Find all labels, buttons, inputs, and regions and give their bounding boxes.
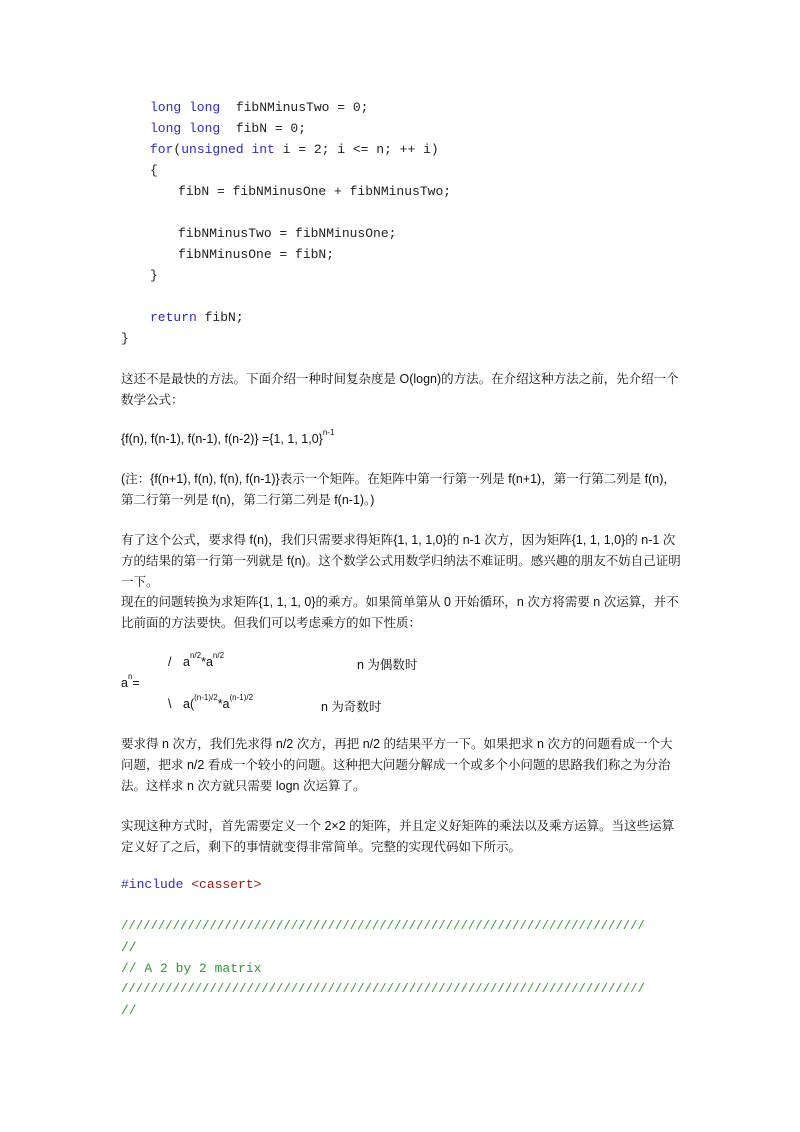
- comment-slashes: //: [121, 940, 137, 955]
- formula-exponent: n: [127, 672, 133, 681]
- formula-text: a: [183, 655, 190, 669]
- piecewise-brace-top: /: [168, 655, 172, 669]
- formula-exponent: n/2: [189, 651, 202, 660]
- code-line: [150, 310, 244, 325]
- formula-text: a: [121, 676, 128, 690]
- keyword: return: [150, 310, 197, 325]
- piecewise-lhs: [121, 672, 140, 690]
- preprocessor-keyword: #include: [121, 877, 184, 892]
- paragraph: 现在的问题转换为求矩阵{1, 1, 1, 0}的乘方。如果简单第从 0 开始循环，n 次方将需要 n 次运算，并不比前面的方法要快。但我们可以考虑乘方的如下性质：: [121, 595, 679, 630]
- paragraph: 有了这个公式，要求得 f(n)，我们只需要求得矩阵{1, 1, 1,0}的 n-1 次方，因为矩阵{1, 1, 1,0}的 n-1 次方的结果的第一行第一列就是 f(n)。这个数学公式用数学归纳法不难证明。感兴趣的朋友不妨自己证明一下。: [121, 533, 681, 589]
- piecewise-condition-even: n 为偶数时: [357, 658, 418, 672]
- code-line: [150, 121, 306, 136]
- formula-exponent: n/2: [212, 651, 225, 660]
- piecewise-brace-bottom: \: [168, 697, 172, 711]
- formula-exponent: (n-1)/2: [194, 693, 218, 702]
- keyword: long long: [150, 121, 221, 136]
- formula-text: *a: [217, 697, 230, 711]
- paragraph: 这还不是最快的方法。下面介绍一种时间复杂度是 O(logn)的方法。在介绍这种方法之前，先介绍一个数学公式：: [121, 372, 679, 407]
- include-header: <cassert>: [183, 877, 262, 892]
- code-line: }: [150, 268, 158, 283]
- code-line: [121, 877, 261, 892]
- code-line: fibNMinusOne = fibN;: [178, 247, 335, 262]
- comment-slashes: //: [121, 1003, 137, 1018]
- code-line: [150, 142, 439, 157]
- comment-rule: ///////////////////////////////////////////////////////////////////////: [121, 919, 645, 933]
- keyword: unsigned: [181, 142, 244, 157]
- piecewise-case-even: [183, 651, 225, 669]
- matrix-formula: [121, 428, 335, 446]
- code-line: {: [150, 163, 158, 178]
- paragraph: 实现这种方式时，首先需要定义一个 2×2 的矩阵，并且定义好矩阵的乘法以及乘方运算。当这些运算定义好了之后，剩下的事情就变得非常简单。完整的实现代码如下所示。: [121, 819, 675, 854]
- formula-text: =: [132, 676, 140, 690]
- keyword: long long: [150, 100, 221, 115]
- comment-rule: ///////////////////////////////////////////////////////////////////////: [121, 982, 645, 996]
- formula-text: {f(n), f(n-1), f(n-1), f(n-2)} ={1, 1, 1,0}: [121, 432, 323, 446]
- formula-exponent: (n-1)/2: [229, 693, 254, 702]
- paragraph: 要求得 n 次方，我们先求得 n/2 次方，再把 n/2 的结果平方一下。如果把求 n 次方的问题看成一个大问题，把求 n/2 看成一个较小的问题。这种把大问题分解成一个或多个小问题的思路我们称之为分治法。这样求 n 次方就只需要 logn 次运算了。: [121, 737, 673, 793]
- formula-exponent: n-1: [322, 428, 335, 437]
- code-text: fibN;: [196, 310, 244, 325]
- formula-text: *a: [201, 655, 213, 669]
- code-text: i = 2; i <= n; ++ i): [274, 142, 439, 157]
- piecewise-condition-odd: n 为奇数时: [321, 700, 382, 714]
- code-line: fibNMinusTwo = fibNMinusOne;: [178, 226, 397, 241]
- formula-text: a(: [183, 697, 195, 711]
- code-text: (: [173, 142, 182, 157]
- keyword: int: [251, 142, 275, 157]
- code-line: }: [121, 331, 129, 346]
- comment-line: // A 2 by 2 matrix: [121, 961, 262, 976]
- paragraph: (注：{f(n+1), f(n), f(n), f(n-1)}表示一个矩阵。在矩阵中第一行第一列是 f(n+1)，第一行第二列是 f(n)，第二行第一列是 f(n)，第二行第二列是 f(n-1)。): [121, 472, 676, 507]
- code-text: fibNMinusTwo = 0;: [220, 100, 369, 115]
- keyword: for: [150, 142, 174, 157]
- piecewise-case-odd: [183, 693, 254, 711]
- code-text: fibN = 0;: [220, 121, 307, 136]
- code-block-top: [150, 100, 368, 115]
- code-line: fibN = fibNMinusOne + fibNMinusTwo;: [178, 184, 452, 199]
